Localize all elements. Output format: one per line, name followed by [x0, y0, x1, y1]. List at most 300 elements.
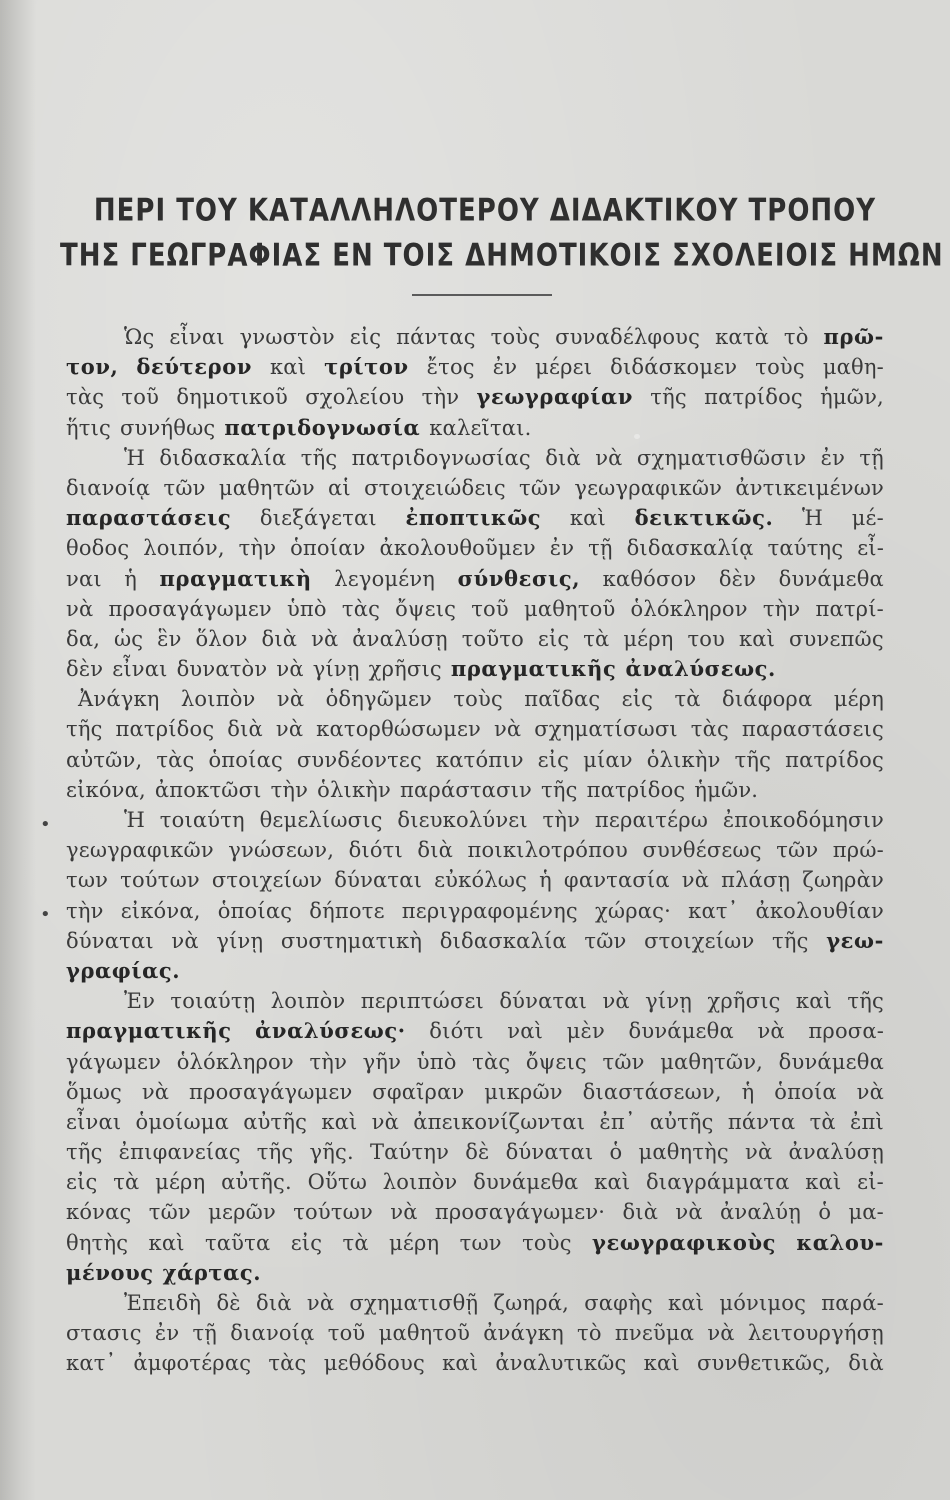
word: εἰς: [290, 1230, 323, 1255]
word: πάντας: [396, 325, 476, 349]
word: εἰς: [621, 687, 654, 712]
word: τοὺς: [522, 1230, 572, 1255]
bold-word: γραφίας.: [66, 957, 181, 983]
text-line: [66, 1197, 884, 1227]
margin-mark: •: [40, 904, 51, 925]
word: κατ᾽: [688, 898, 739, 923]
word: ἀνάγκη: [483, 1321, 564, 1346]
word: ἀποκτῶσι: [154, 777, 262, 802]
word: ὅλον: [195, 626, 248, 651]
word: ἀναλυτικῶς: [495, 1351, 627, 1376]
bold-word: τρίτον: [324, 354, 409, 380]
word: εἰ-: [857, 1170, 884, 1195]
word: ἐν: [820, 445, 846, 470]
word: σφαῖραν: [372, 1079, 465, 1104]
word: δυνατὸν: [176, 657, 268, 682]
word: τὰ: [583, 626, 610, 651]
word: γεωγραφικῶν: [574, 475, 723, 500]
word: τῆς: [66, 1140, 103, 1165]
word: διδασκαλία: [439, 928, 567, 953]
word: τῶν: [148, 1200, 191, 1225]
word: δύναται: [505, 1140, 594, 1165]
word: τῆς: [256, 1140, 294, 1165]
word: νὰ: [856, 1079, 884, 1104]
word: γνώσεων,: [228, 838, 335, 863]
word: τὰς: [66, 385, 105, 410]
word: διὰ: [545, 445, 581, 470]
word: νὰ: [390, 1200, 418, 1225]
word: στασις: [66, 1321, 142, 1346]
word: ζωηρὰν: [802, 868, 884, 893]
bold-word: δεικτικῶς.: [634, 505, 774, 531]
word: κατὰ: [715, 325, 769, 349]
word: ζωηρά,: [493, 1291, 570, 1315]
word: τῶν: [163, 475, 206, 500]
word: δύναται: [66, 928, 154, 953]
word: των: [66, 868, 109, 893]
bold-word: πραγματικὴ: [159, 565, 312, 591]
word: μαθητοῦ: [523, 596, 616, 621]
text-line: [66, 382, 884, 412]
word: τὰ: [809, 1109, 836, 1134]
text-line: [66, 1077, 884, 1107]
word: κόνας: [66, 1200, 132, 1225]
word: περιπτώσει: [360, 989, 484, 1014]
word: ταύτης: [767, 536, 844, 561]
text-line: [66, 896, 884, 926]
text-line: [66, 684, 884, 714]
word: Ἐπειδὴ: [124, 1291, 202, 1315]
word: περιγραφομένης: [401, 898, 578, 923]
word: καὶ: [805, 1170, 842, 1195]
word: καὶ: [442, 1351, 479, 1376]
word: ἐν: [492, 355, 518, 380]
word: λοιπὸν: [180, 687, 256, 712]
word: σχηματισθῶσιν: [636, 445, 807, 470]
text-line: [66, 1167, 884, 1197]
word: των: [459, 1230, 502, 1255]
word: τῶν: [519, 475, 562, 500]
word: διεξάγεται: [259, 506, 377, 531]
word: ἀκολουθοῦμεν: [379, 536, 536, 561]
word: εἶ-: [857, 536, 884, 561]
word: συνήθως: [120, 415, 216, 440]
word: δὲν: [718, 566, 757, 591]
word: τῆς: [847, 989, 884, 1014]
word: αὐτῶν,: [66, 747, 143, 772]
text-line: [66, 986, 884, 1016]
word: καὶ: [795, 989, 833, 1014]
word: καὶ: [148, 1230, 185, 1255]
bold-word: σύνθεσις,: [457, 565, 581, 591]
word: ὁλόκληρον: [176, 1049, 294, 1074]
word: διάφορα: [722, 687, 813, 712]
word: Ἡ: [124, 445, 146, 470]
word: ταῦτα: [204, 1230, 271, 1255]
word: πλάσῃ: [721, 868, 791, 893]
word: διὰ: [848, 1351, 884, 1376]
word: ὁλικὴν: [646, 747, 721, 772]
bold-word: δεύτερον: [136, 354, 252, 380]
word: διὰ: [227, 717, 263, 742]
word: δύναται: [499, 989, 588, 1014]
text-line: [66, 865, 884, 895]
bold-word: ἐποπτικῶς: [405, 505, 542, 531]
word: ἥτις: [66, 415, 111, 440]
bold-word: ἀναλύσεως·: [255, 1018, 406, 1044]
text-line: [66, 1107, 884, 1137]
word: τῇ: [859, 445, 884, 470]
word: δήποτε: [309, 898, 385, 923]
word: καὶ: [594, 1170, 631, 1195]
word: τοῦ: [471, 596, 509, 621]
word: διὰ: [255, 1291, 292, 1315]
word: καὶ: [643, 1351, 680, 1376]
word: νὰ: [311, 626, 339, 651]
text-line: [66, 352, 884, 382]
word: γίνῃ: [216, 928, 264, 953]
word: τῆς: [66, 717, 103, 742]
word: σχολείου: [305, 385, 405, 410]
word: πατρίδος: [586, 777, 686, 802]
text-line: [66, 503, 884, 533]
word: χρῆσις: [707, 989, 781, 1014]
word: τὰς: [472, 1049, 511, 1074]
text-line: [66, 835, 884, 865]
word: πατρί-: [815, 596, 884, 621]
text-line: [66, 1137, 884, 1167]
text-line: [66, 1258, 884, 1288]
word: Ἀνάγκη: [78, 687, 160, 712]
text-line: [66, 564, 884, 594]
bold-word: τον,: [66, 354, 119, 380]
word: ὑπὸ: [286, 596, 327, 621]
word: μέρη: [833, 687, 884, 712]
word: γίνῃ: [645, 989, 693, 1014]
word: ὁλικὴν: [317, 777, 392, 802]
word: συνδέοντες: [296, 747, 422, 772]
word: γεωγραφικῶν: [66, 838, 214, 863]
word: μέρη: [623, 626, 674, 651]
word: μαθητὴς: [638, 1140, 729, 1165]
word: πατρίδος: [115, 717, 215, 742]
word: διευκολύνει: [397, 808, 528, 832]
word: χρῆσις: [368, 657, 442, 682]
bold-word: παραστάσεις: [66, 505, 232, 531]
word: μερῶν: [208, 1200, 276, 1225]
word: ἐπὶ: [849, 1109, 884, 1134]
word: ἐποικοδόμησιν: [722, 808, 884, 832]
word: δα,: [66, 626, 101, 651]
word: καὶ: [738, 626, 776, 651]
margin-mark: •: [40, 814, 51, 835]
word: σχηματισθῇ: [349, 1291, 479, 1315]
word: πατριδογνωσίας: [351, 445, 531, 470]
word: ἀναλύσῃ: [352, 626, 448, 651]
word: τὰς: [690, 717, 729, 742]
word: πατρίδος: [785, 747, 884, 772]
word: ποικιλοτρόπου: [467, 838, 628, 863]
word: μόνιμος: [719, 1291, 807, 1315]
word: ὁποία: [774, 1079, 837, 1104]
word: τούτων: [120, 868, 200, 893]
text-line: [66, 745, 884, 775]
word: λεγομένη: [334, 566, 436, 591]
word: τῆς: [772, 928, 809, 953]
word: νὰ: [602, 989, 630, 1014]
word: προσαγάγωμεν·: [434, 1200, 606, 1225]
word: δυνάμεθα: [778, 566, 884, 591]
word: φαντασία: [563, 868, 670, 893]
word: ἐπιφανείας: [118, 1140, 241, 1165]
word: τὰ: [674, 687, 701, 712]
word: διαγράμματα: [645, 1170, 790, 1195]
word: τῆς: [300, 445, 338, 470]
word: συναδέλφους: [555, 325, 701, 349]
word: ἀναλύῃ: [720, 1200, 802, 1225]
word: λειτουργήσῃ: [747, 1321, 884, 1346]
word: διὰ: [261, 626, 298, 651]
word: του: [687, 626, 726, 651]
word: συνθέσεως: [642, 838, 762, 863]
word: κατ᾽: [66, 1351, 117, 1376]
page-edge-shadow: [0, 0, 36, 1500]
word: χώρας·: [595, 898, 672, 923]
bold-word: χάρτας.: [162, 1259, 262, 1285]
word: μεθόδους: [323, 1351, 425, 1376]
word: καὶ: [668, 1291, 705, 1315]
word: τοὺς: [453, 687, 503, 712]
word: λοιπὸν: [382, 1170, 458, 1195]
word: εὐκόλως: [434, 868, 528, 893]
word: Ταύτην: [369, 1140, 450, 1165]
word: εἰκόνα,: [120, 898, 201, 923]
bold-word: πραγματικῆς: [450, 656, 617, 682]
word: ὁποίαν: [290, 536, 366, 561]
word: αἱ: [328, 475, 351, 500]
word: ἀπεικονίζωνται: [413, 1109, 586, 1134]
word: ὁποίας: [217, 898, 293, 923]
word: ἡμῶν.: [694, 777, 759, 802]
text-line: [66, 1348, 884, 1378]
word: γῆν: [362, 1049, 402, 1074]
text-line: [66, 654, 884, 684]
text-line: [66, 1016, 884, 1046]
bold-word: πρῶ-: [823, 324, 884, 349]
word: εἰκόνα,: [66, 777, 146, 802]
word: εἰς: [537, 626, 570, 651]
word: θεμελίωσις: [259, 808, 383, 832]
word: ὑπὸ: [416, 1049, 457, 1074]
word: παραστάσεις: [741, 717, 884, 742]
word: νὰ: [371, 1109, 399, 1134]
word: τὴν: [421, 385, 460, 410]
word: νὰ: [66, 596, 94, 621]
word: ὡς: [113, 626, 144, 651]
word: τὰ: [113, 1170, 140, 1195]
word: πατρίδος: [704, 385, 803, 410]
word: προσα-: [808, 1019, 884, 1044]
word: ἀμφοτέρας: [133, 1351, 252, 1376]
word: ὁδηγῶμεν: [325, 687, 433, 712]
word: τῆς: [734, 747, 772, 772]
word: αὐτῆς.: [221, 1170, 292, 1195]
word: δὲ: [216, 1291, 241, 1315]
word: μέ-: [851, 506, 884, 531]
word: συστηματικὴ: [280, 928, 423, 953]
word: ἐν: [154, 1321, 180, 1346]
word: εἶναι: [66, 1109, 122, 1134]
word: δυνάμεθα: [778, 1049, 884, 1074]
word: διαστάσεων,: [582, 1079, 722, 1104]
word: τοὺς: [490, 325, 541, 349]
word: διότι: [429, 1019, 484, 1044]
word: καὶ: [569, 506, 606, 531]
text-line: [66, 1318, 884, 1348]
word: εἰς: [66, 1170, 98, 1195]
word: τῶν: [776, 838, 819, 863]
word: αὐτῆς: [243, 1109, 308, 1134]
bold-word: ἀναλύσεως.: [625, 656, 776, 682]
word: μίαν: [583, 747, 633, 772]
word: τὰς: [156, 747, 195, 772]
word: μαθη-: [822, 355, 884, 380]
word: τὰς: [268, 1351, 307, 1376]
word: αὐτῆς: [649, 1109, 714, 1134]
text-line: [66, 473, 884, 503]
word: τοιαύτη: [159, 808, 245, 832]
text-line: [66, 805, 884, 835]
word: νὰ: [595, 445, 623, 470]
bold-word: μένους: [66, 1259, 154, 1285]
word: ὄψεις: [525, 1049, 587, 1074]
text-line: [66, 594, 884, 624]
word: θητὴς: [66, 1230, 129, 1255]
word: λοιπόν,: [143, 536, 225, 561]
word: ἡμῶν,: [820, 385, 884, 410]
word: μαθητῶν: [218, 475, 315, 500]
word: ναι: [66, 566, 102, 591]
word: προσαγάγωμεν: [189, 1079, 353, 1104]
word: τῆς: [650, 385, 687, 410]
text-line: [66, 775, 884, 805]
word: νὰ: [675, 1200, 703, 1225]
word: ὁ: [818, 1200, 832, 1225]
word: τὸ: [783, 325, 809, 349]
word: Ἡ: [802, 506, 824, 531]
title-line-1: ΠΕΡΙ ΤΟΥ ΚΑΤΑΛΛΗΛΟΤΕΡΟΥ ΔΙΔΑΚΤΙΚΟΥ ΤΡΟΠΟΥ: [93, 193, 877, 229]
text-line: [66, 714, 884, 744]
word: δημοτικοῦ: [176, 385, 289, 410]
word: νὰ: [745, 1140, 773, 1165]
word: μέρη: [155, 1170, 206, 1195]
text-line: [66, 533, 884, 563]
word: διότι: [348, 838, 403, 863]
word: κατορθώσωμεν: [316, 717, 482, 742]
word: τῇ: [588, 536, 613, 561]
word: ὅμως: [66, 1079, 122, 1104]
word: τοῦ: [121, 385, 160, 410]
word: καὶ: [321, 1109, 358, 1134]
text-line: [66, 322, 884, 352]
word: εἶναι: [112, 657, 168, 682]
word: δὲ: [465, 1140, 490, 1165]
word: τῇ: [192, 1321, 218, 1346]
word: εἰς: [349, 325, 382, 349]
word: καθόσον: [602, 566, 697, 591]
word: ἡ: [741, 1079, 755, 1104]
word: μέρει: [535, 355, 593, 380]
word: περαιτέρω: [594, 808, 709, 832]
word: νὰ: [276, 687, 305, 712]
text-line: [66, 443, 884, 473]
word: μὲν: [566, 1019, 605, 1044]
word: νὰ: [681, 868, 710, 893]
word: τούτων: [293, 1200, 373, 1225]
title-divider: [412, 294, 552, 296]
word: δυνάμεθα: [473, 1170, 579, 1195]
word: γάγωμεν: [66, 1049, 162, 1074]
word: τὴν: [542, 808, 581, 832]
word: τῶν: [584, 928, 627, 953]
body-text: [66, 322, 884, 1379]
word: ἐν: [549, 536, 575, 561]
word: παῖδας: [524, 687, 601, 712]
word: Ὡς: [124, 325, 155, 349]
word: διὰ: [417, 838, 454, 863]
word: συνεπῶς: [788, 626, 884, 651]
word: τὰ: [342, 1230, 369, 1255]
bold-word: γεωγραφίαν: [476, 384, 633, 410]
word: γῆς.: [309, 1140, 354, 1165]
word: ἡ: [124, 566, 138, 591]
word: διὰ: [622, 1200, 659, 1225]
word: ἀντικειμένων: [735, 475, 884, 500]
text-line: [66, 926, 884, 956]
word: νὰ: [306, 1291, 335, 1315]
word: τὴν: [66, 898, 104, 923]
word: τὴν: [238, 536, 277, 561]
word: τοιαύτῃ: [170, 989, 256, 1014]
word: προσαγάγωμεν: [108, 596, 272, 621]
word: κατόπιν: [435, 747, 524, 772]
word: τὴν: [762, 596, 801, 621]
word: τὴν: [309, 1049, 348, 1074]
word: πάντα: [727, 1109, 796, 1134]
word: ὁ: [609, 1140, 623, 1165]
word: τὰς: [341, 596, 381, 621]
word: πνεῦμα: [614, 1321, 695, 1346]
word: ἔτος: [426, 355, 475, 380]
word: παρά-: [821, 1291, 884, 1315]
word: διανοίᾳ: [66, 475, 151, 500]
text-line: [66, 624, 884, 654]
word: τῶν: [602, 1049, 645, 1074]
text-line: [66, 1047, 884, 1077]
word: στοιχείων: [211, 868, 323, 893]
word: σαφὴς: [584, 1291, 653, 1315]
text-line: [66, 1228, 884, 1258]
text-line: [66, 413, 884, 443]
word: εἶναι: [169, 325, 225, 349]
word: γίνῃ: [312, 657, 360, 682]
word: ἐπ᾽: [599, 1109, 636, 1134]
bold-word: γεω-: [826, 927, 884, 953]
word: ἓν: [157, 626, 182, 651]
word: γνωστὸν: [239, 325, 335, 349]
word: Ἐν: [124, 989, 156, 1014]
word: ὁποίας: [208, 747, 283, 772]
